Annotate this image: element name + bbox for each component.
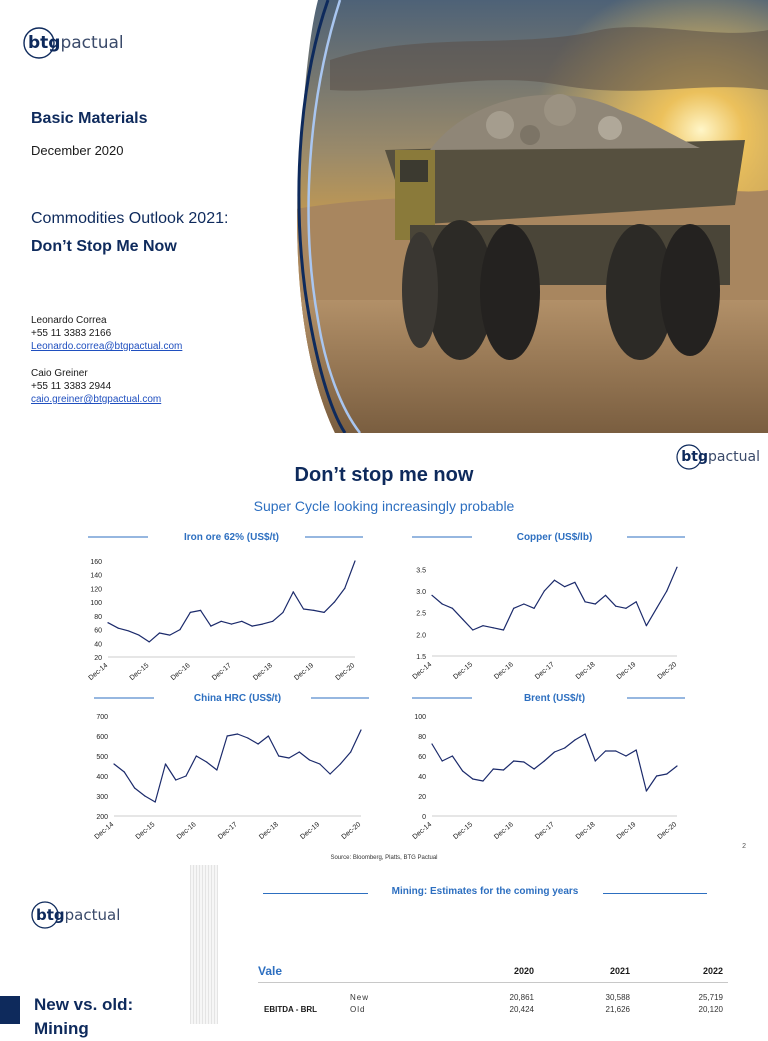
x-tick-label: Dec-20 <box>656 661 679 682</box>
vale-estimates-table <box>258 961 728 1016</box>
data-point <box>533 608 534 609</box>
x-tick-label: Dec-20 <box>334 662 357 683</box>
data-point <box>462 770 463 771</box>
table-cell: 20,120 <box>698 1005 723 1014</box>
line-chart <box>411 532 685 681</box>
data-point <box>513 760 514 761</box>
data-point <box>159 632 160 633</box>
report-title: Commodities Outlook 2021: <box>31 210 229 227</box>
data-point <box>462 619 463 620</box>
y-tick-label: 2.0 <box>416 632 426 640</box>
data-point <box>282 612 283 613</box>
y-tick-label: 140 <box>90 572 102 580</box>
data-point <box>303 608 304 609</box>
data-point <box>196 755 197 756</box>
y-tick-label: 40 <box>94 641 102 649</box>
data-point <box>442 603 443 604</box>
y-tick-label: 100 <box>90 600 102 608</box>
data-point <box>268 735 269 736</box>
line-chart <box>93 693 369 841</box>
data-point <box>666 590 667 591</box>
data-point <box>138 634 139 635</box>
data-point <box>585 733 586 734</box>
accent-bar <box>0 996 20 1024</box>
report-tagline: Don’t Stop Me Now <box>31 238 177 255</box>
commodity-charts-slide <box>0 433 768 865</box>
y-tick-label: 60 <box>418 754 426 761</box>
data-point <box>257 743 258 744</box>
data-point <box>625 755 626 756</box>
x-tick-label: Dec-14 <box>411 661 434 682</box>
data-point <box>313 610 314 611</box>
x-tick-label: Dec-19 <box>299 821 322 842</box>
x-tick-label: Dec-20 <box>340 821 363 842</box>
data-point <box>134 787 135 788</box>
data-point <box>237 733 238 734</box>
x-tick-label: Dec-14 <box>93 821 116 842</box>
data-point <box>200 610 201 611</box>
data-point <box>442 760 443 761</box>
data-point <box>216 769 217 770</box>
series-line <box>432 734 677 791</box>
metric-label: EBITDA - BRL <box>264 1005 318 1014</box>
data-point <box>636 601 637 602</box>
y-tick-label: 80 <box>94 613 102 621</box>
y-tick-label: 20 <box>94 655 102 662</box>
data-point <box>124 771 125 772</box>
data-point <box>564 747 565 748</box>
table-cell: 30,588 <box>605 993 630 1002</box>
y-tick-label: 700 <box>96 714 108 721</box>
table-cell: 21,626 <box>605 1005 630 1014</box>
report-date: December 2020 <box>31 143 124 158</box>
data-point <box>247 737 248 738</box>
data-point <box>206 761 207 762</box>
data-point <box>452 755 453 756</box>
table-cell: 20,424 <box>509 1005 534 1014</box>
x-tick-label: Dec-14 <box>411 821 434 842</box>
data-point <box>128 630 129 631</box>
y-tick-label: 400 <box>96 774 108 781</box>
data-point <box>319 763 320 764</box>
data-point <box>564 586 565 587</box>
btg-pactual-logo: btgpactual <box>30 900 120 930</box>
commodity-price-charts <box>0 433 768 865</box>
data-point <box>262 623 263 624</box>
data-point <box>472 629 473 630</box>
data-point <box>452 608 453 609</box>
x-tick-label: Dec-15 <box>452 821 475 842</box>
analyst-name: Caio Greiner <box>31 368 88 379</box>
x-tick-label: Dec-17 <box>533 661 556 682</box>
chart-source-note: Source: Bloomberg, Platts, BTG Pactual <box>330 855 438 861</box>
analyst-contact <box>31 367 161 406</box>
cover-page <box>0 0 768 433</box>
y-tick-label: 600 <box>96 734 108 741</box>
series-line <box>108 561 355 642</box>
y-tick-label: 40 <box>418 774 426 781</box>
data-point <box>646 790 647 791</box>
y-tick-label: 1.5 <box>416 654 426 661</box>
slide-subtitle: Super Cycle looking increasingly probable <box>253 498 515 514</box>
data-point <box>334 602 335 603</box>
data-point <box>293 591 294 592</box>
year-header: 2022 <box>702 966 723 976</box>
page-number: 2 <box>742 843 746 850</box>
x-tick-label: Dec-17 <box>210 662 233 683</box>
data-point <box>330 773 331 774</box>
data-point <box>144 795 145 796</box>
chart-title: Copper (US$/lb) <box>516 532 593 543</box>
data-point <box>299 751 300 752</box>
data-point <box>169 634 170 635</box>
analyst-email-link[interactable]: Leonardo.correa@btgpactual.com <box>31 341 183 352</box>
x-tick-label: Dec-16 <box>169 662 192 683</box>
data-point <box>503 769 504 770</box>
data-point <box>513 608 514 609</box>
btg-pactual-logo: btgpactual <box>22 26 124 60</box>
data-point <box>656 775 657 776</box>
y-tick-label: 200 <box>96 814 108 821</box>
data-point <box>344 588 345 589</box>
data-point <box>523 761 524 762</box>
x-tick-label: Dec-16 <box>493 821 515 842</box>
data-point <box>523 603 524 604</box>
data-point <box>605 750 606 751</box>
y-tick-label: 100 <box>414 714 426 721</box>
data-point <box>585 601 586 602</box>
data-point <box>605 595 606 596</box>
analyst-name: Leonardo Correa <box>31 315 107 326</box>
data-point <box>149 641 150 642</box>
data-point <box>656 608 657 609</box>
data-point <box>360 729 361 730</box>
y-tick-label: 120 <box>90 586 102 594</box>
data-point <box>615 750 616 751</box>
y-tick-label: 2.5 <box>416 610 426 618</box>
x-tick-label: Dec-18 <box>252 662 274 683</box>
analyst-phone: +55 11 3383 2166 <box>31 328 112 339</box>
data-point <box>554 580 555 581</box>
data-point <box>190 612 191 613</box>
data-point <box>666 773 667 774</box>
data-point <box>113 763 114 764</box>
data-point <box>676 567 677 568</box>
x-tick-label: Dec-18 <box>574 661 597 682</box>
data-point <box>241 621 242 622</box>
data-point <box>615 606 616 607</box>
y-tick-label: 0 <box>422 814 426 821</box>
data-point <box>636 749 637 750</box>
y-tick-label: 500 <box>96 754 108 761</box>
data-point <box>309 759 310 760</box>
data-point <box>431 743 432 744</box>
analyst-phone: +55 11 3383 2944 <box>31 381 112 392</box>
x-tick-label: Dec-17 <box>216 821 239 842</box>
data-point <box>554 751 555 752</box>
scenario-label: Old <box>350 1005 366 1014</box>
data-point <box>221 621 222 622</box>
x-tick-label: Dec-19 <box>615 821 638 842</box>
year-header: 2021 <box>609 966 630 976</box>
analyst-contact <box>31 314 182 353</box>
data-point <box>472 778 473 779</box>
x-tick-label: Dec-18 <box>574 821 597 842</box>
line-chart <box>87 532 363 682</box>
x-tick-label: Dec-20 <box>656 821 679 842</box>
data-point <box>210 626 211 627</box>
data-point <box>118 628 119 629</box>
data-point <box>251 626 252 627</box>
company-name: Vale <box>258 964 283 978</box>
table-cell: 20,861 <box>509 993 534 1002</box>
x-tick-label: Dec-14 <box>87 662 110 683</box>
data-point <box>574 582 575 583</box>
data-point <box>179 629 180 630</box>
data-point <box>646 625 647 626</box>
data-point <box>175 779 176 780</box>
data-point <box>544 760 545 761</box>
data-point <box>278 755 279 756</box>
data-point <box>595 603 596 604</box>
data-point <box>354 560 355 561</box>
year-header: 2020 <box>513 966 534 976</box>
btg-pactual-logo: btgpactual <box>675 443 760 471</box>
x-tick-label: Dec-17 <box>533 821 556 842</box>
data-point <box>155 801 156 802</box>
y-tick-label: 160 <box>90 559 102 566</box>
series-line <box>114 730 361 802</box>
data-point <box>185 775 186 776</box>
data-point <box>625 608 626 609</box>
y-tick-label: 80 <box>418 734 426 741</box>
x-tick-label: Dec-18 <box>258 821 280 842</box>
y-tick-label: 300 <box>96 794 108 801</box>
chart-title: Iron ore 62% (US$/t) <box>183 532 280 543</box>
analyst-email-link[interactable]: caio.greiner@btgpactual.com <box>31 394 162 405</box>
data-point <box>227 735 228 736</box>
data-point <box>676 765 677 766</box>
x-tick-label: Dec-16 <box>175 821 198 842</box>
slide-title: Don’t stop me now <box>294 464 474 486</box>
data-point <box>431 595 432 596</box>
x-tick-label: Dec-15 <box>134 821 157 842</box>
y-tick-label: 60 <box>94 627 102 635</box>
x-tick-label: Dec-16 <box>493 661 515 682</box>
data-point <box>165 763 166 764</box>
sector-title: Basic Materials <box>31 110 148 127</box>
hatched-divider <box>190 865 218 1024</box>
data-point <box>324 612 325 613</box>
heading-text: Mining: Estimates for the coming years <box>391 886 579 897</box>
y-tick-label: 3.0 <box>416 589 426 596</box>
section-title: New vs. old: Mining <box>34 995 134 1038</box>
data-point <box>503 629 504 630</box>
data-point <box>482 780 483 781</box>
x-tick-label: Dec-15 <box>128 662 151 683</box>
data-point <box>595 760 596 761</box>
x-tick-label: Dec-19 <box>293 662 316 683</box>
data-point <box>231 623 232 624</box>
table-header <box>258 961 728 983</box>
y-tick-label: 3.5 <box>416 567 426 575</box>
series-line <box>432 567 677 630</box>
y-tick-label: 20 <box>418 794 426 801</box>
data-point <box>272 621 273 622</box>
data-point <box>493 768 494 769</box>
x-tick-label: Dec-15 <box>452 661 475 682</box>
data-point <box>288 757 289 758</box>
table-row <box>258 992 728 1004</box>
chart-title: China HRC (US$/t) <box>193 693 282 704</box>
data-point <box>544 590 545 591</box>
data-point <box>533 768 534 769</box>
table-cell: 25,719 <box>698 993 723 1002</box>
data-point <box>340 763 341 764</box>
data-point <box>493 627 494 628</box>
scenario-label: New <box>350 993 370 1002</box>
data-point <box>350 751 351 752</box>
mining-estimates-slide <box>0 865 768 1038</box>
line-chart <box>411 693 685 841</box>
data-point <box>107 622 108 623</box>
x-tick-label: Dec-19 <box>615 661 638 682</box>
chart-title: Brent (US$/t) <box>523 693 586 704</box>
data-point <box>482 625 483 626</box>
estimates-heading <box>263 885 707 901</box>
data-point <box>574 739 575 740</box>
table-row <box>258 1004 728 1016</box>
